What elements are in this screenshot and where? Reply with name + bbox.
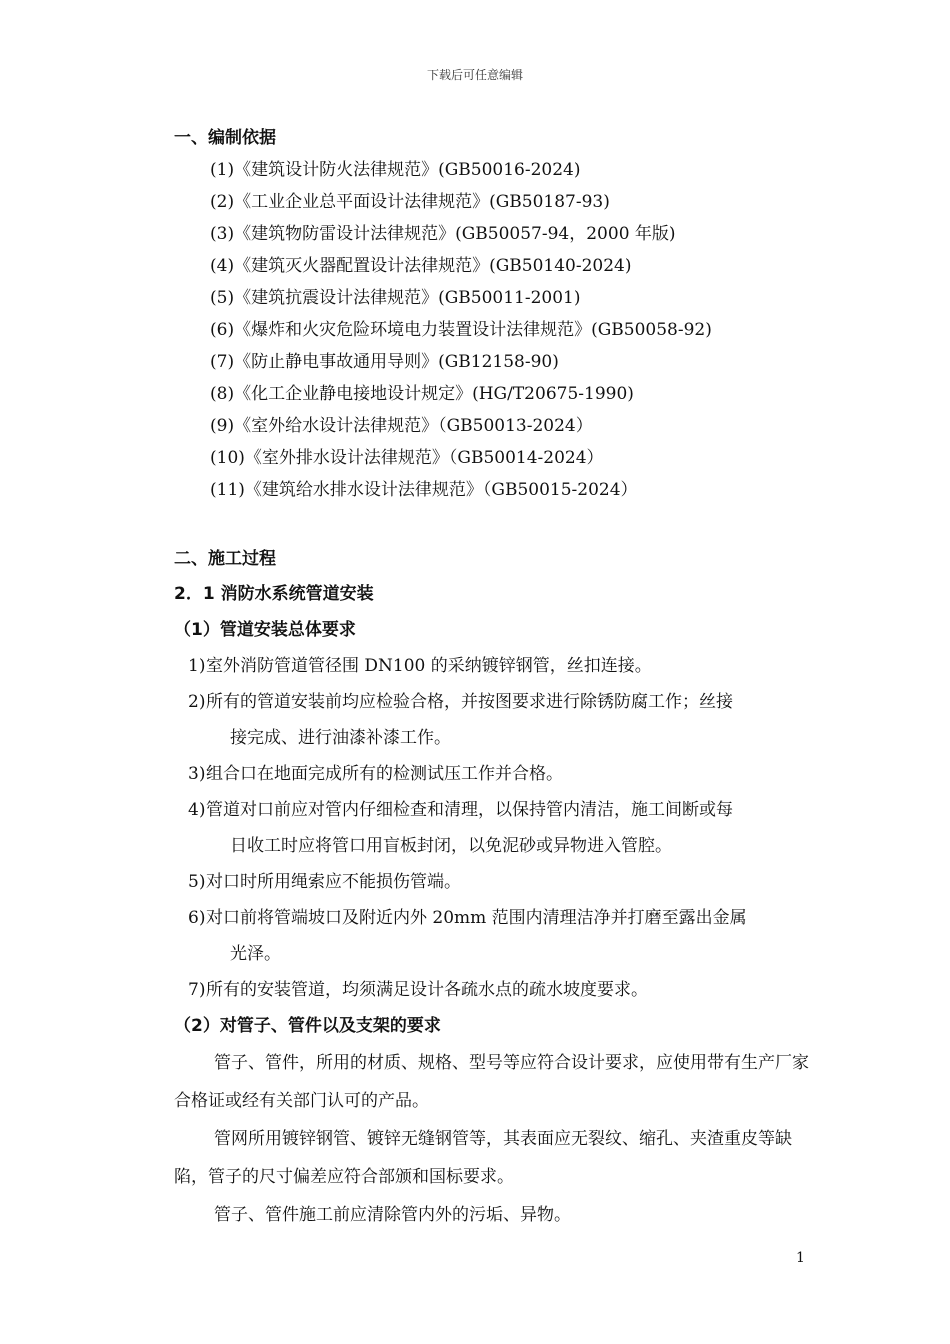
item-number: 7) bbox=[188, 980, 206, 1000]
item-number: 5) bbox=[188, 872, 206, 892]
item-number: 1) bbox=[188, 656, 206, 676]
item-text-continued: 光泽。 bbox=[230, 944, 281, 964]
part2-title: （2）对管子、管件以及支架的要求 bbox=[174, 1016, 441, 1036]
item-text: 所有的安装管道，均须满足设计各疏水点的疏水坡度要求。 bbox=[206, 980, 648, 1000]
item-number: 6) bbox=[188, 908, 206, 928]
page-header: 下载后可任意编辑 bbox=[426, 68, 523, 82]
section-title-construction: 二、施工过程 bbox=[174, 549, 276, 569]
reference-item: (11)《建筑给水排水设计法律规范》（GB50015-2024） bbox=[210, 480, 638, 500]
list-item bbox=[174, 792, 814, 864]
item-text: 管道对口前应对管内仔细检查和清理，以保持管内清洁，施工间断或每 bbox=[206, 800, 733, 820]
section-title-basis: 一、编制依据 bbox=[174, 128, 276, 148]
reference-item: (2)《工业企业总平面设计法律规范》(GB50187-93) bbox=[210, 192, 610, 212]
reference-list bbox=[174, 154, 814, 506]
paragraph: 管网所用镀锌钢管、镀锌无缝钢管等，其表面应无裂纹、缩孔、夹渣重皮等缺陷，管子的尺寸偏差应符合部颁和国标要求。 bbox=[174, 1129, 792, 1187]
reference-item: (10)《室外排水设计法律规范》（GB50014-2024） bbox=[210, 448, 604, 468]
list-item bbox=[174, 972, 814, 1008]
page-number: 1 bbox=[796, 1250, 805, 1266]
reference-item: (9)《室外给水设计法律规范》（GB50013-2024） bbox=[210, 416, 593, 436]
list-item bbox=[174, 864, 814, 900]
item-text-continued: 接完成、进行油漆补漆工作。 bbox=[230, 728, 451, 748]
reference-item: (7)《防止静电事故通用导则》(GB12158-90) bbox=[210, 352, 559, 372]
item-number: 2) bbox=[188, 692, 206, 712]
document-body bbox=[174, 122, 814, 1234]
subsection-title: 2．1 消防水系统管道安装 bbox=[174, 584, 374, 604]
reference-item: (4)《建筑灭火器配置设计法律规范》(GB50140-2024) bbox=[210, 256, 632, 276]
part1-title: （1）管道安装总体要求 bbox=[174, 620, 356, 640]
list-item bbox=[174, 756, 814, 792]
list-item bbox=[174, 648, 814, 684]
item-number: 4) bbox=[188, 800, 206, 820]
item-text: 对口前将管端坡口及附近内外 20mm 范围内清理洁净并打磨至露出金属 bbox=[206, 908, 747, 928]
item-text-continued: 日收工时应将管口用盲板封闭，以免泥砂或异物进入管腔。 bbox=[230, 836, 672, 856]
list-item bbox=[174, 684, 814, 756]
item-text: 对口时所用绳索应不能损伤管端。 bbox=[206, 872, 461, 892]
reference-item: (5)《建筑抗震设计法律规范》(GB50011-2001) bbox=[210, 288, 581, 308]
item-number: 3) bbox=[188, 764, 206, 784]
item-text: 所有的管道安装前均应检验合格，并按图要求进行除锈防腐工作；丝接 bbox=[206, 692, 733, 712]
reference-item: (1)《建筑设计防火法律规范》(GB50016-2024) bbox=[210, 160, 581, 180]
requirement-list bbox=[174, 648, 814, 1008]
paragraph: 管子、管件施工前应清除管内外的污垢、异物。 bbox=[214, 1205, 571, 1225]
paragraph: 管子、管件，所用的材质、规格、型号等应符合设计要求，应使用带有生产厂家合格证或经有关部门认可的产品。 bbox=[174, 1053, 809, 1111]
spacer bbox=[174, 506, 814, 542]
list-item bbox=[174, 900, 814, 972]
reference-item: (6)《爆炸和火灾危险环境电力装置设计法律规范》(GB50058-92) bbox=[210, 320, 712, 340]
reference-item: (8)《化工企业静电接地设计规定》(HG/T20675-1990) bbox=[210, 384, 634, 404]
reference-item: (3)《建筑物防雷设计法律规范》(GB50057-94，2000 年版) bbox=[210, 224, 676, 244]
item-text: 组合口在地面完成所有的检测试压工作并合格。 bbox=[206, 764, 563, 784]
item-text: 室外消防管道管径围 DN100 的采纳镀锌钢管，丝扣连接。 bbox=[206, 656, 652, 676]
